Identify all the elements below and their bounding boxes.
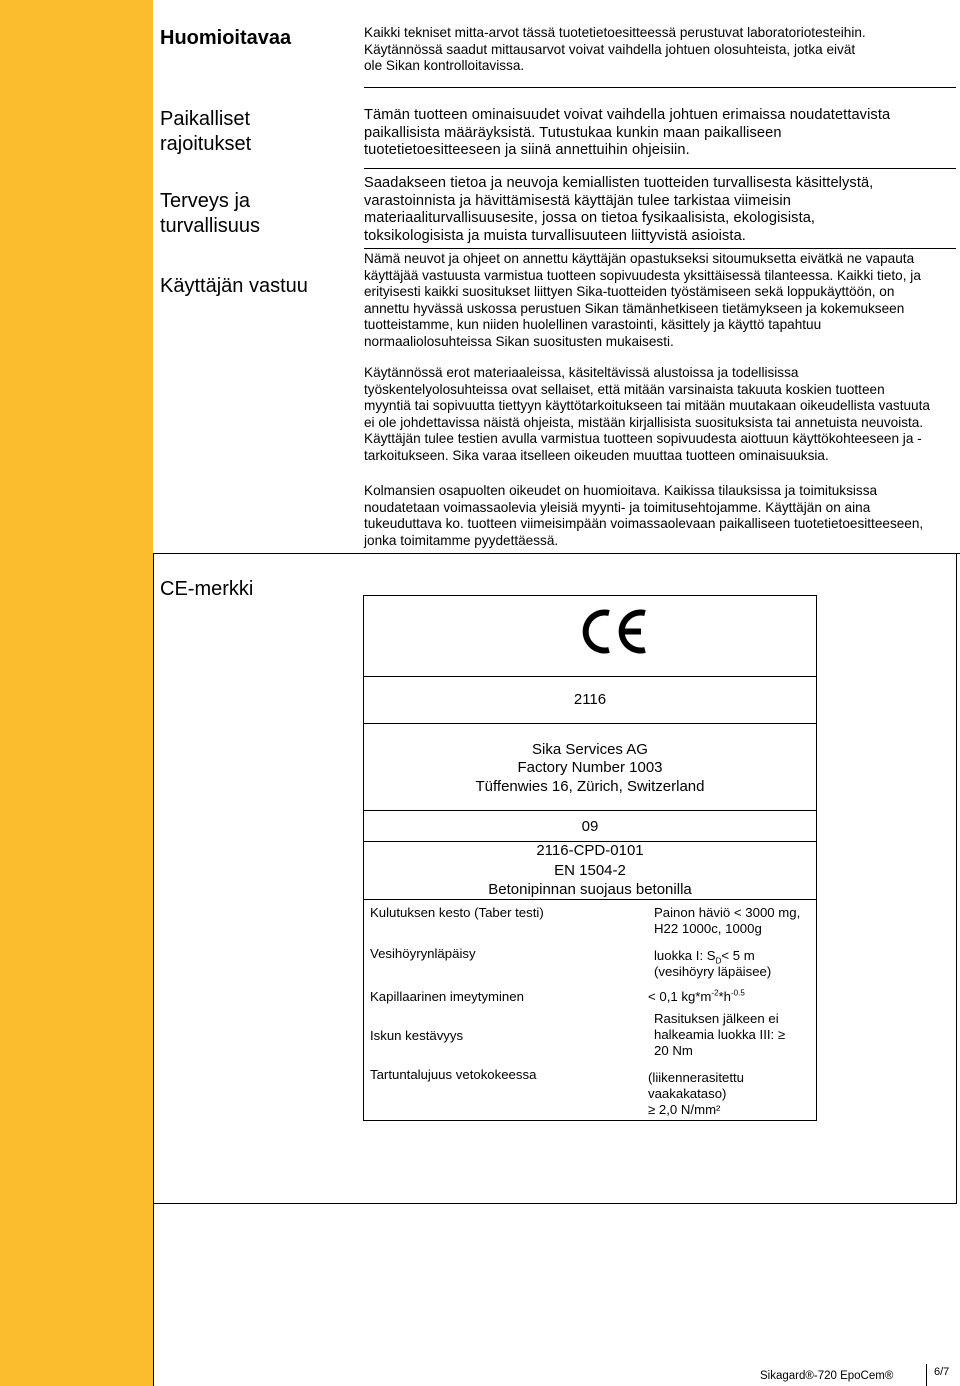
heading-ce: CE-merkki (160, 578, 254, 600)
ce-divider (364, 810, 816, 811)
text-line: Käytännössä saadut mittausarvot voivat vaihdella johtuen olosuhteista, jotka eivät (364, 41, 856, 57)
capillary-label: Kapillaarinen imeytyminen (370, 989, 524, 1004)
year-code: 09 (581, 818, 599, 835)
text-line: noudatetaan voimassaolevia yleisiä myynti- ja toimitusehtojamme. Käyttäjän on aina (364, 499, 871, 515)
impact-value-1: Rasituksen jälkeen ei (654, 1011, 779, 1026)
certificate-number: 2116-CPD-0101 (536, 842, 644, 859)
text-line: ole Sikan kontrolloitavissa. (364, 58, 525, 74)
divider (153, 1203, 957, 1204)
factory-number: Factory Number 1003 (517, 759, 663, 776)
text-line: paikallisista määräyksistä. Tutustukaa kunkin maan paikalliseen (364, 124, 782, 141)
text-line: tuotetietoesitteeseen ja siinä annettuihin ohjeisiin. (364, 142, 690, 159)
text-line: normaaliolosuhteissa Sikan suositusten mukaisesti. (364, 333, 674, 349)
ce-divider (364, 676, 816, 677)
text-line: käyttäjää vastuusta varmistua tuotteen sopivuudesta yksittäisessä tilanteessa. Kaikki tieto, ja (364, 267, 921, 283)
ce-marking-box (363, 595, 817, 1121)
divider (153, 553, 154, 1386)
heading-local-2: rajoitukset (160, 133, 252, 155)
company-address: Tüffenwies 16, Zürich, Switzerland (475, 778, 705, 795)
text-line: Käytännössä erot materiaaleissa, käsiteltävissä alustoissa ja todellisissa (364, 365, 799, 380)
vapour-value-pre: luokka I: S (654, 948, 716, 963)
notified-body-number: 2116 (573, 691, 607, 708)
impact-label: Iskun kestävyys (370, 1028, 464, 1043)
text-line: materiaaliturvallisuusesite, jossa on tietoa fysikaalisista, ekologisista, (364, 210, 816, 227)
vapour-value-1 (654, 948, 755, 964)
text-line: Käyttäjän tulee testien avulla varmistua tuotteen sopivuudesta aiottuun käyttökohteeseen ja - (364, 431, 922, 447)
text-line: myyntiä tai sopivuutta tiettyyn käyttötarkoitukseen tai mitään muutakaan oikeudellista vastuuta (364, 398, 930, 414)
local-paragraph (364, 107, 956, 160)
notice-paragraph (364, 25, 956, 75)
sidebar-band (0, 0, 153, 1386)
user-paragraph-3 (364, 483, 956, 549)
text-line: Kolmansien osapuolten oikeudet on huomioitava. Kaikissa tilauksissa ja toimituksissa (364, 483, 878, 498)
health-paragraph (364, 175, 956, 246)
adhesion-value-2: vaakakatasо) (648, 1086, 727, 1101)
heading-user: Käyttäjän vastuu (160, 275, 308, 297)
capillary-value-exp2: -0.5 (731, 988, 745, 998)
ce-divider (364, 899, 816, 900)
adhesion-value-1: (liikennerasitettu (648, 1070, 745, 1085)
footer-page-number: 6/7 (934, 1366, 950, 1378)
ce-divider (364, 723, 816, 724)
user-paragraph-2 (364, 365, 956, 465)
text-line: Nämä neuvot ja ohjeet on annettu käyttäjän opastukseksi sitoumuksetta eivätkä ne vapauta (364, 251, 915, 266)
capillary-value-exp1: -2 (711, 988, 719, 998)
standard-number: EN 1504-2 (554, 862, 626, 879)
capillary-value-pre: < 0,1 kg*m (648, 989, 712, 1004)
text-line: Tämän tuotteen ominaisuudet voivat vaihdella johtuen erimaissa noudatettavista (364, 107, 891, 123)
divider (956, 553, 957, 1203)
user-paragraph-1 (364, 251, 956, 351)
heading-local-1: Paikalliset (160, 108, 251, 130)
vapour-value-sub: D (715, 956, 722, 966)
abrasion-value-2: H22 1000c, 1000g (654, 921, 762, 936)
text-line: varastoinnista ja hävittämisestä käyttäjän tulee tarkistaa viimeisin (364, 192, 791, 209)
impact-value-3: 20 Nm (654, 1043, 693, 1058)
divider (364, 87, 956, 88)
divider (364, 248, 956, 249)
capillary-value (648, 989, 745, 1005)
ce-mark-logo (579, 609, 649, 654)
company-name: Sika Services AG (532, 741, 648, 758)
abrasion-value-1: Painon häviö < 3000 mg, (654, 905, 801, 920)
impact-value-2: halkeamia luokka III: ≥ (654, 1027, 786, 1042)
capillary-value-mid: *h (718, 989, 732, 1004)
divider (364, 168, 956, 169)
text-line: annettu hyvässä uskossa perustuen Sikan tämänhetkiseen tietämykseen ja kokemukseen (364, 300, 905, 316)
footer-product-name: Sikagard®-720 EpoCem® (760, 1370, 894, 1382)
heading-notice: Huomioitavaa (160, 27, 292, 49)
vapour-value-2: (vesihöyry läpäisee) (654, 964, 772, 979)
text-line: työskentelyolosuhteissa ovat sellaiset, että mitään varsinaista takuuta koskien tuotteen (364, 381, 885, 397)
text-line: tarkoitukseen. Sika varaa itselleen oikeuden muuttaa tuotteen ominaisuuksia. (364, 447, 829, 463)
text-line: tukeuduttava ko. tuotteen viimeisimpään voimassaolevaan paikalliseen tuotetietoesitteeseen, (364, 516, 924, 532)
text-line: jonka toimitamme pyydettäessä. (364, 532, 559, 548)
text-line: Saadakseen tietoa ja neuvoja kemiallisten tuotteiden turvallisesta käsittelystä, (364, 175, 874, 191)
heading-health-1: Terveys ja (160, 190, 251, 212)
text-line: Kaikki tekniset mitta-arvot tässä tuotetietoesitteessä perustuvat laboratoriotesteihin. (364, 25, 866, 40)
abrasion-label: Kulutuksen kesto (Taber testi) (370, 905, 544, 920)
product-description: Betonipinnan suojaus betonilla (488, 881, 692, 898)
divider (153, 553, 960, 554)
vapour-label: Vesihöyrynläpäisy (370, 946, 476, 961)
text-line: toksikologisista ja muista turvallisuuteen liittyvistä asioista. (364, 228, 746, 245)
adhesion-label: Tartuntalujuus vetokokeessa (370, 1067, 537, 1082)
heading-health-2: turvallisuus (160, 215, 261, 237)
text-line: ei ole johdettavissa näistä ohjeista, mistään kirjallisista suosituksista tai annetuista neuvoista. (364, 414, 924, 430)
vapour-value-post: < 5 m (721, 948, 755, 963)
divider (926, 1364, 927, 1386)
adhesion-value-3: ≥ 2,0 N/mm² (648, 1102, 721, 1117)
text-line: erityisesti kaikki suositukset liittyen Sika-tuotteiden työstämiseen sekä loppukäyttöön, on (364, 284, 895, 300)
text-line: tuotteistamme, kun niiden huolellinen varastointi, käsittely ja käyttö tapahtuu (364, 317, 822, 333)
